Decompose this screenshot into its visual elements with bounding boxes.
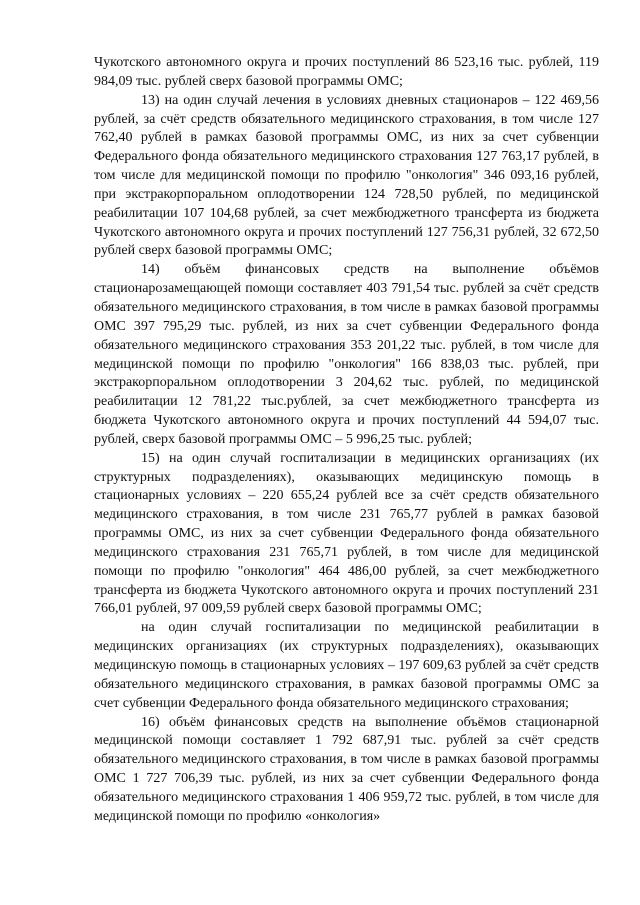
paragraph-rehabilitation: на один случай госпитализации по медицинской реабилитации в медицинских организациях (их структурных подразделениях), оказывающих медицинскую помощь в стационарных условиях – 197 609,63 рублей за счёт средств обязательного медицинского страхования, в рамках базовой программы ОМС за счет субвенции Федерального фонда обязательного медицинского страхования; <box>94 620 599 711</box>
paragraph-item-15: 15) на один случай госпитализации в медицинских организациях (их структурных подразделениях), оказывающих медицинскую помощь в стационарных условиях – 220 655,24 рублей все за счёт средств обязательного медицинского страхования, в том числе 231 765,77 рублей в рамках базовой программы ОМС, из них за счет субвенции Федерального фонда обязательного медицинского страхования 231 765,71 рублей, в том числе для медицинской помощи по профилю "онкология" 464 486,00 рублей, за счет межбюджетного трансферта из бюджета Чукотского автономного округа и прочих поступлений 231 766,01 рублей, 97 009,59 рублей сверх базовой программы ОМС; <box>94 450 599 617</box>
paragraph-continuation: Чукотского автономного округа и прочих поступлений 86 523,16 тыс. рублей, 119 984,09 тыс. рублей сверх базовой программы ОМС; <box>94 55 599 89</box>
paragraph-item-14: 14) объём финансовых средств на выполнение объёмов стационарозамещающей помощи составляет 403 791,54 тыс. рублей за счёт средств обязательного медицинского страхования, в том числе в рамках базовой программы ОМС 397 795,29 тыс. рублей, из них за счет субвенции Федерального фонда обязательного медицинского страхования 353 201,22 тыс. рублей, в том числе для медицинской помощи по профилю "онкология" 166 838,03 тыс. рублей, при экстракорпоральном оплодотворении 3 204,62 тыс. рублей, по медицинской реабилитации 12 781,22 тыс.рублей, за счет межбюджетного трансферта из бюджета Чукотского автономного округа и прочих поступлений 44 594,07 тыс. рублей, сверх базовой программы ОМС – 5 996,25 тыс. рублей; <box>94 262 599 447</box>
document-page <box>94 54 599 827</box>
paragraph-item-16: 16) объём финансовых средств на выполнение объёмов стационарной медицинской помощи составляет 1 792 687,91 тыс. рублей за счёт средств обязательного медицинского страхования, в том числе в рамках базовой программы ОМС 1 727 706,39 тыс. рублей, из них за счет субвенции Федерального фонда обязательного медицинского страхования 1 406 959,72 тыс. рублей, в том числе для медицинской помощи по профилю «онкология» <box>94 714 599 824</box>
paragraph-item-13: 13) на один случай лечения в условиях дневных стационаров – 122 469,56 рублей, за счёт средств обязательного медицинского страхования, в том числе 127 762,40 рублей в рамках базовой программы ОМС, из них за счет субвенции Федерального фонда обязательного медицинского страхования 127 763,17 рублей, в том числе для медицинской помощи по профилю "онкология" 346 093,16 рублей, при экстракорпоральном оплодотворении 124 728,50 рублей, по медицинской реабилитации 107 104,68 рублей, за счет межбюджетного трансферта из бюджета Чукотского автономного округа и прочих поступлений 127 756,31 рублей, 32 672,50 рублей сверх базовой программы ОМС; <box>94 92 599 259</box>
